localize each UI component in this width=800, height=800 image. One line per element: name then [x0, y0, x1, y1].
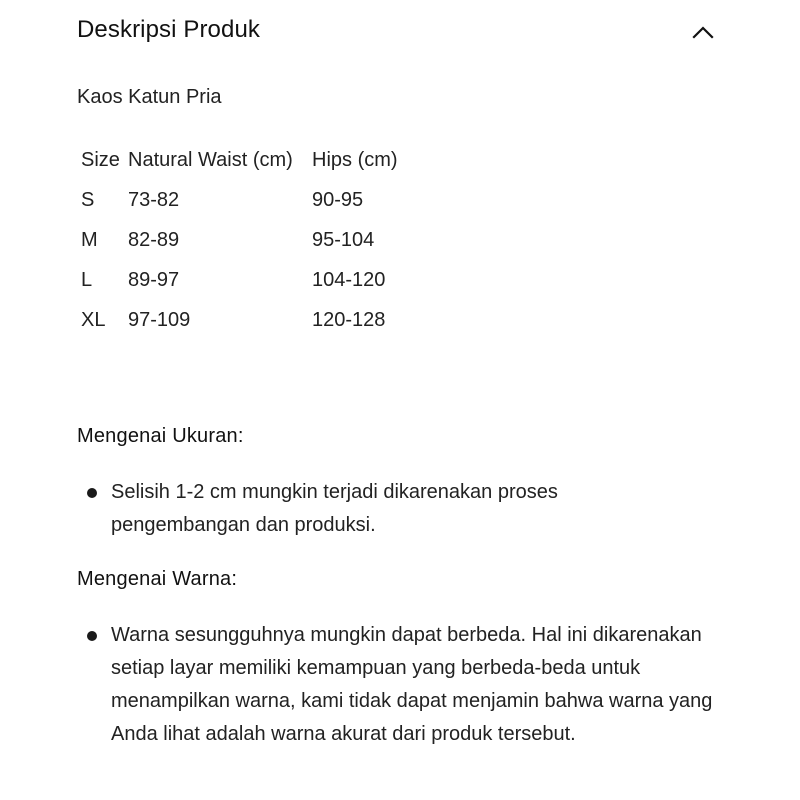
table-row: [77, 260, 412, 300]
cell-size: S: [81, 188, 95, 211]
cell-size: M: [81, 228, 98, 251]
size-info-heading: Mengenai Ukuran:: [77, 425, 244, 447]
cell-hips: 104-120: [312, 268, 386, 291]
cell-waist: 97-109: [128, 308, 191, 331]
color-info-heading: Mengenai Warna:: [77, 568, 238, 590]
list-item: [77, 619, 721, 751]
size-chart-table: [77, 140, 412, 340]
cell-hips: 95-104: [312, 228, 375, 251]
table-row: [77, 180, 412, 220]
product-description-header[interactable]: [77, 12, 720, 52]
product-name: Kaos Katun Pria: [77, 86, 222, 108]
cell-hips: 90-95: [312, 188, 364, 211]
chevron-up-icon[interactable]: [691, 22, 715, 42]
table-header-row: [77, 140, 412, 180]
section-title: Deskripsi Produk: [77, 16, 260, 43]
bullet-icon: [87, 488, 97, 498]
cell-size: L: [81, 268, 93, 291]
list-item: [77, 476, 621, 542]
column-header-hips: Hips (cm): [312, 148, 398, 171]
cell-waist: 73-82: [128, 188, 180, 211]
table-row: [77, 300, 412, 340]
column-header-size: Size: [81, 148, 120, 171]
color-info-list: [77, 619, 727, 751]
column-header-waist: Natural Waist (cm): [128, 148, 293, 171]
table-row: [77, 220, 412, 260]
cell-size: XL: [81, 308, 106, 331]
size-info-list: [77, 476, 727, 542]
cell-hips: 120-128: [312, 308, 386, 331]
cell-waist: 82-89: [128, 228, 180, 251]
bullet-icon: [87, 631, 97, 641]
list-item-text: Selisih 1-2 cm mungkin terjadi dikarenakan proses pengembangan dan produksi.: [111, 481, 558, 536]
list-item-text: Warna sesungguhnya mungkin dapat berbeda. Hal ini dikarenakan setiap layar memiliki kemampuan yang berbeda-beda untuk menampilkan warna, kami tidak dapat menjamin bahwa warna yang Anda lihat adalah warna akurat dari produk tersebut.: [111, 624, 713, 745]
cell-waist: 89-97: [128, 268, 180, 291]
